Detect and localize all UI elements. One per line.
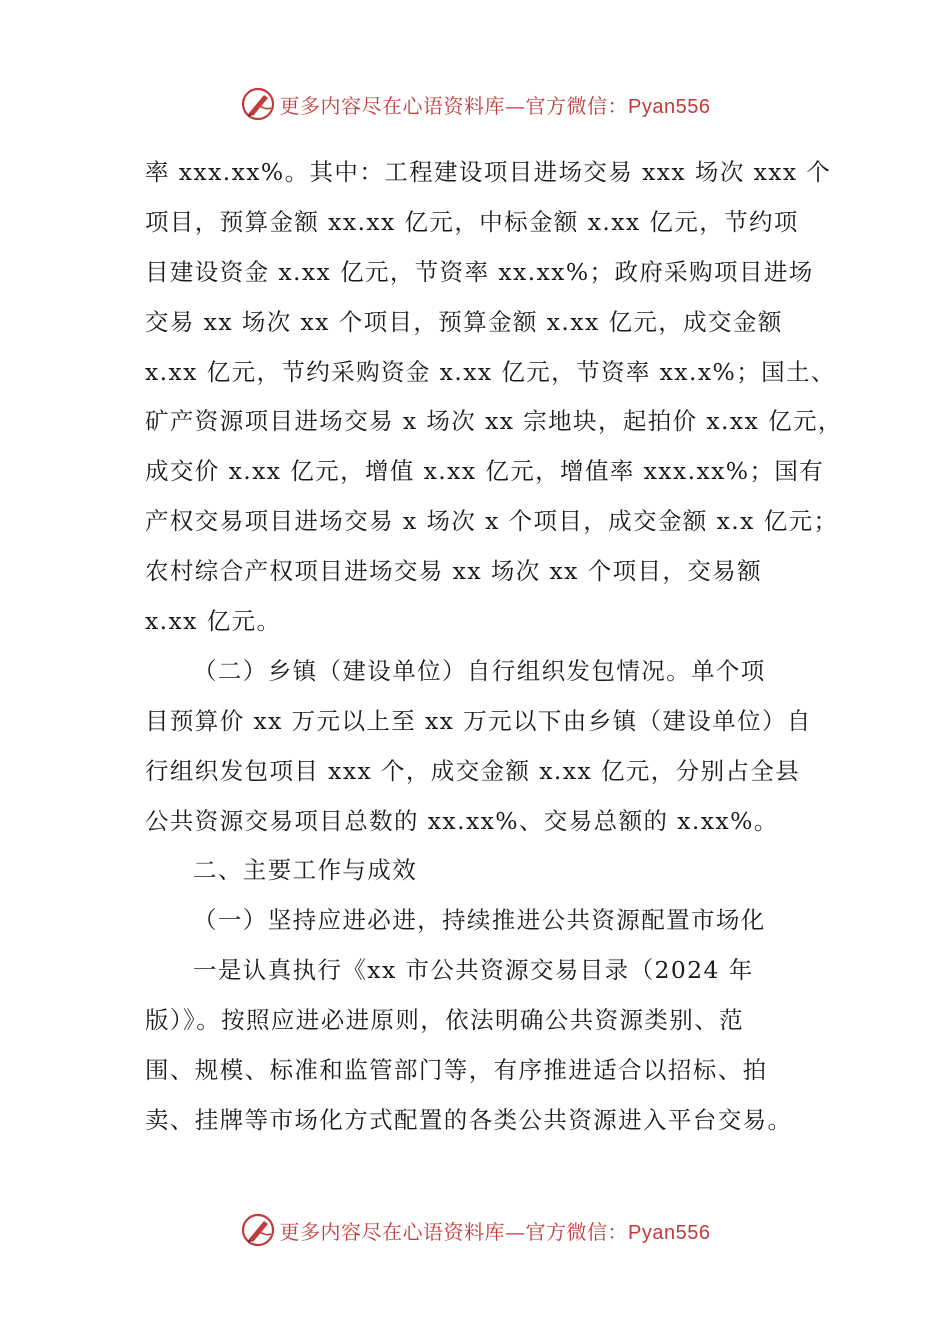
body-line: 产权交易项目进场交易 x 场次 x 个项目，成交金额 x.x 亿元； [145, 507, 839, 536]
footer-banner [0, 1210, 950, 1250]
body-line: 交易 xx 场次 xx 个项目，预算金额 x.xx 亿元，成交金额 [145, 307, 783, 336]
banner-text [280, 90, 711, 119]
banner-wechat-id: Pyan556 [628, 95, 711, 118]
body-line: 率 xxx.xx%。其中：工程建设项目进场交易 xxx 场次 xxx 个 [145, 158, 832, 186]
banner-wechat-label: 官方微信： [525, 93, 629, 118]
banner-site-text: 更多内容尽在心语资料库 [279, 1219, 506, 1244]
banner-wechat-label: 官方微信： [525, 1219, 629, 1244]
body-line: 农村综合产权项目进场交易 xx 场次 xx 个项目，交易额 [145, 557, 762, 586]
body-line: 卖、挂牌等市场化方式配置的各类公共资源进入平台交易。 [145, 1105, 793, 1134]
paragraph-start: 一是认真执行《xx 市公共资源交易目录（2024 年 [193, 956, 754, 985]
body-line: 成交价 x.xx 亿元，增值 x.xx 亿元，增值率 xxx.xx%；国有 [145, 457, 825, 486]
section-heading: 二、主要工作与成效 [193, 856, 418, 885]
subsection-heading: （二）乡镇（建设单位）自行组织发包情况。单个项 [193, 656, 766, 685]
subsection-heading: （一）坚持应进必进，持续推进公共资源配置市场化 [193, 906, 766, 935]
body-line: 目建设资金 x.xx 亿元，节资率 xx.xx%；政府采购项目进场 [145, 257, 814, 286]
body-line: x.xx 亿元。 [145, 607, 282, 636]
banner-wechat-id: Pyan556 [628, 1221, 711, 1244]
body-line: x.xx 亿元，节约采购资金 x.xx 亿元，节资率 xx.x%；国土、 [145, 357, 836, 386]
body-line: 目预算价 xx 万元以上至 xx 万元以下由乡镇（建设单位）自 [145, 706, 812, 735]
header-banner [0, 84, 950, 124]
body-line: 矿产资源项目进场交易 x 场次 xx 宗地块，起拍价 x.xx 亿元， [145, 407, 843, 436]
banner-text [280, 1216, 711, 1245]
body-line: 围、规模、标准和监管部门等，有序推进适合以招标、拍 [145, 1056, 768, 1085]
body-line: 项目，预算金额 xx.xx 亿元，中标金额 x.xx 亿元，节约项 [145, 207, 799, 236]
pen-logo-icon [240, 1212, 276, 1248]
body-line: 公共资源交易项目总数的 xx.xx%、交易总额的 x.xx%。 [145, 806, 779, 835]
body-line: 行组织发包项目 xxx 个，成交金额 x.xx 亿元，分别占全县 [145, 756, 801, 785]
banner-site-text: 更多内容尽在心语资料库 [279, 93, 506, 118]
document-body [145, 148, 843, 1146]
banner-separator: — [505, 93, 526, 118]
banner-separator: — [505, 1219, 526, 1244]
pen-logo-icon [240, 86, 276, 122]
body-line: 版）》。按照应进必进原则，依法明确公共资源类别、范 [145, 1006, 744, 1035]
